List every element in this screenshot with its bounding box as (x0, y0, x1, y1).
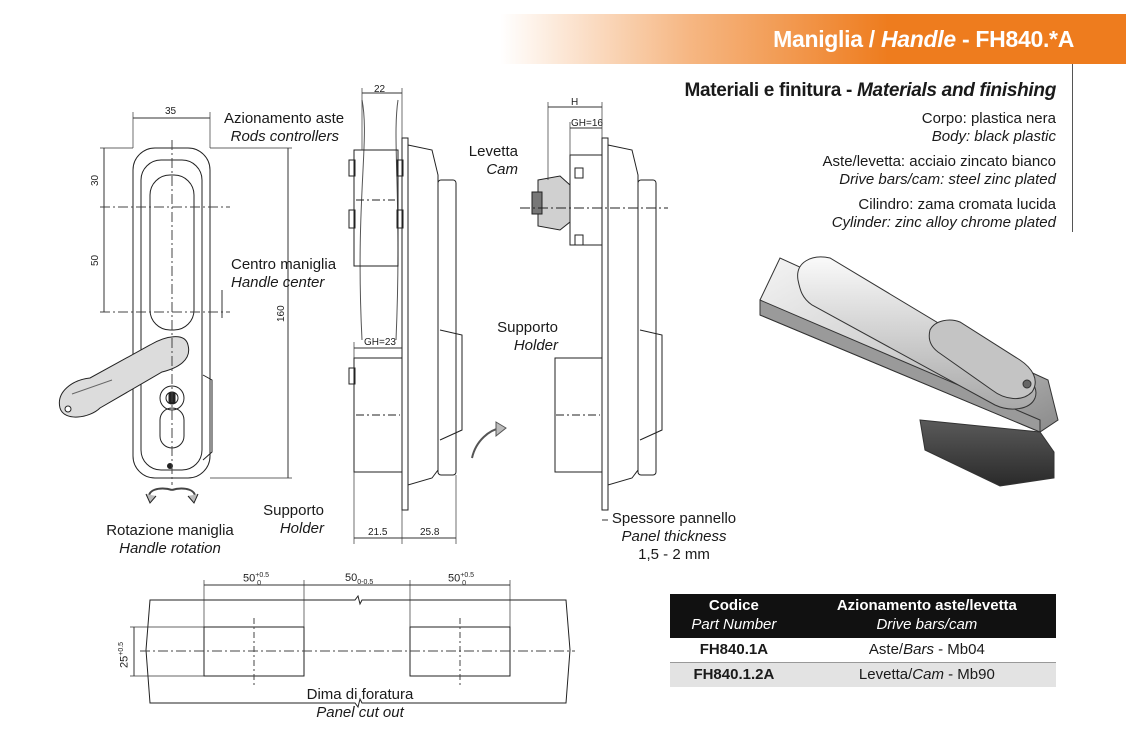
dim-160: 160 (276, 305, 287, 322)
panel-section-2 (602, 138, 608, 510)
label-rotation: Rotazione maniglia Handle rotation (106, 522, 234, 557)
handle-body-side (408, 145, 438, 485)
materials-heading-it: Materiali e finitura - (684, 80, 858, 101)
handle-3d-render (760, 257, 1058, 486)
table-row (670, 638, 1056, 663)
dim-25-8: 25.8 (420, 527, 440, 538)
material-cylinder-en: Cylinder: zinc alloy chrome plated (831, 214, 1056, 231)
dim-gh23: GH=23 (364, 337, 396, 348)
col-code-header: Codice (670, 594, 798, 616)
cut-dim-2: $50_{0-0.5}$ (345, 572, 374, 587)
dim-50: 50 (90, 254, 101, 266)
dim-22: 22 (374, 84, 386, 95)
lever-pin (65, 406, 71, 412)
title-italic: Handle (880, 26, 956, 52)
dim-21-5: 21.5 (368, 527, 388, 538)
material-bars-it: Aste/levetta: acciaio zincato bianco (822, 153, 1056, 170)
materials-heading-en: Materials and finishing (857, 80, 1056, 101)
col-drive-header: Azionamento aste/levetta (798, 594, 1056, 616)
col-code-sub: Part Number (670, 616, 798, 638)
material-cylinder-it: Cilindro: zama cromata lucida (858, 196, 1056, 213)
label-holder-left: Supporto Holder (263, 502, 324, 537)
label-panel-thickness: Spessore pannello Panel thickness 1,5 - 2 mm (611, 510, 737, 563)
dim-30: 30 (90, 174, 101, 186)
cut-dim-3: $50^{+0.5}_0$ (448, 572, 475, 587)
part-code: FH840.1A (670, 638, 798, 663)
label-holder-right: Supporto Holder (497, 319, 558, 354)
label-handle-center: Centro maniglia Handle center (231, 256, 337, 291)
cut-dim-1: $50^{+0.5}_0$ (243, 572, 270, 587)
label-cam: Levetta Cam (468, 143, 518, 178)
title-prefix: Maniglia / (773, 26, 881, 52)
label-cutout: Dima di foratura Panel cut out (306, 686, 414, 721)
material-body-en: Body: black plastic (931, 128, 1056, 145)
front-view (59, 112, 292, 503)
col-drive-sub: Drive bars/cam (798, 616, 1056, 638)
dim-h: H (571, 97, 579, 108)
part-code: FH840.1.2A (670, 663, 798, 688)
cut-dim-25: $25^{+0.5}$ (118, 641, 131, 668)
panel-section (402, 138, 408, 510)
table-row (670, 663, 1056, 688)
dim-gh16: GH=16 (571, 118, 603, 129)
dim-35: 35 (165, 106, 177, 117)
side-view-rods (349, 88, 462, 544)
cam-lever (538, 176, 570, 230)
drive-type: Aste/Bars - Mb04 (798, 638, 1056, 663)
drive-type: Levetta/Cam - Mb90 (798, 663, 1056, 688)
material-body-it: Corpo: plastica nera (921, 110, 1056, 127)
side-bulge (203, 375, 212, 460)
label-rods: Azionamento aste Rods controllers (224, 110, 345, 145)
part-number-table (670, 594, 1056, 687)
material-bars-en: Drive bars/cam: steel zinc plated (839, 171, 1056, 188)
title-code: - FH840.*A (955, 26, 1074, 52)
